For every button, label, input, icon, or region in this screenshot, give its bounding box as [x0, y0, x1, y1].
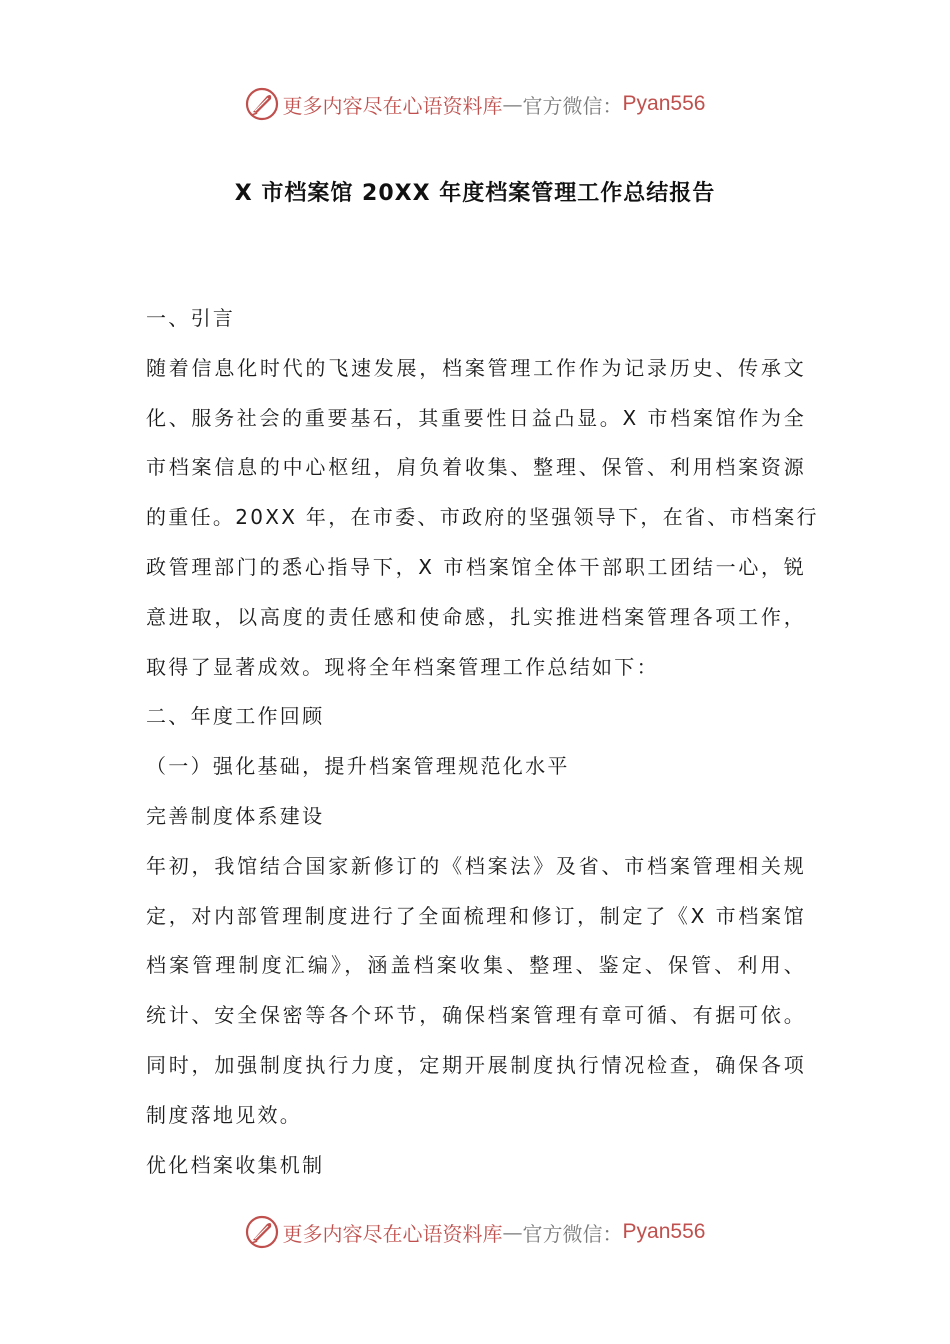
- banner-dash: —: [502, 1220, 523, 1244]
- banner-slogan: 更多内容尽在心语资料库: [282, 93, 503, 118]
- body-line: 同时，加强制度执行力度，定期开展制度执行情况检查，确保各项: [146, 1052, 806, 1077]
- body-line: 意进取，以高度的责任感和使命感，扎实推进档案管理各项工作，: [146, 604, 806, 629]
- body-line: 定，对内部管理制度进行了全面梳理和修订，制定了《X 市档案馆: [146, 903, 806, 928]
- body-line: 档案管理制度汇编》，涵盖档案收集、整理、鉴定、保管、利用、: [146, 953, 806, 978]
- body-line: 政管理部门的悉心指导下，X 市档案馆全体干部职工团结一心，锐: [146, 554, 806, 579]
- document-body: [146, 300, 819, 1196]
- header-banner: [0, 84, 950, 124]
- body-line: 市档案信息的中心枢纽，肩负着收集、整理、保管、利用档案资源: [146, 455, 806, 480]
- body-line: 年初，我馆结合国家新修订的《档案法》及省、市档案管理相关规: [146, 853, 806, 878]
- quill-pen-logo-icon: [245, 87, 279, 121]
- topic-heading: 完善制度体系建设: [146, 803, 325, 828]
- banner-wechat-label: 官方微信：: [522, 1221, 623, 1246]
- body-line: 化、服务社会的重要基石，其重要性日益凸显。X 市档案馆作为全: [146, 405, 806, 430]
- body-line: 统计、安全保密等各个环节，确保档案管理有章可循、有据可依。: [146, 1003, 806, 1028]
- banner-dash: —: [502, 92, 523, 116]
- document-title: X 市档案馆 20XX 年度档案管理工作总结报告: [234, 181, 716, 206]
- section-heading-review: 二、年度工作回顾: [146, 704, 325, 729]
- section-heading-intro: 一、引言: [146, 306, 236, 330]
- footer-banner: [0, 1212, 950, 1252]
- body-line: 的重任。20XX 年，在市委、市政府的坚强领导下，在省、市档案行: [146, 505, 819, 530]
- banner-slogan: 更多内容尽在心语资料库: [282, 1221, 503, 1246]
- subsection-heading: （一）强化基础，提升档案管理规范化水平: [146, 754, 570, 779]
- banner-wechat-label: 官方微信：: [522, 93, 623, 118]
- banner-wechat-handle: Pyan556: [622, 92, 706, 115]
- body-line: 取得了显著成效。现将全年档案管理工作总结如下：: [146, 654, 659, 679]
- body-line: 制度落地见效。: [146, 1102, 303, 1127]
- banner-wechat-handle: Pyan556: [622, 1220, 706, 1243]
- topic-heading: 优化档案收集机制: [146, 1152, 325, 1177]
- body-line: 随着信息化时代的飞速发展，档案管理工作作为记录历史、传承文: [146, 355, 806, 380]
- quill-pen-logo-icon: [245, 1215, 279, 1249]
